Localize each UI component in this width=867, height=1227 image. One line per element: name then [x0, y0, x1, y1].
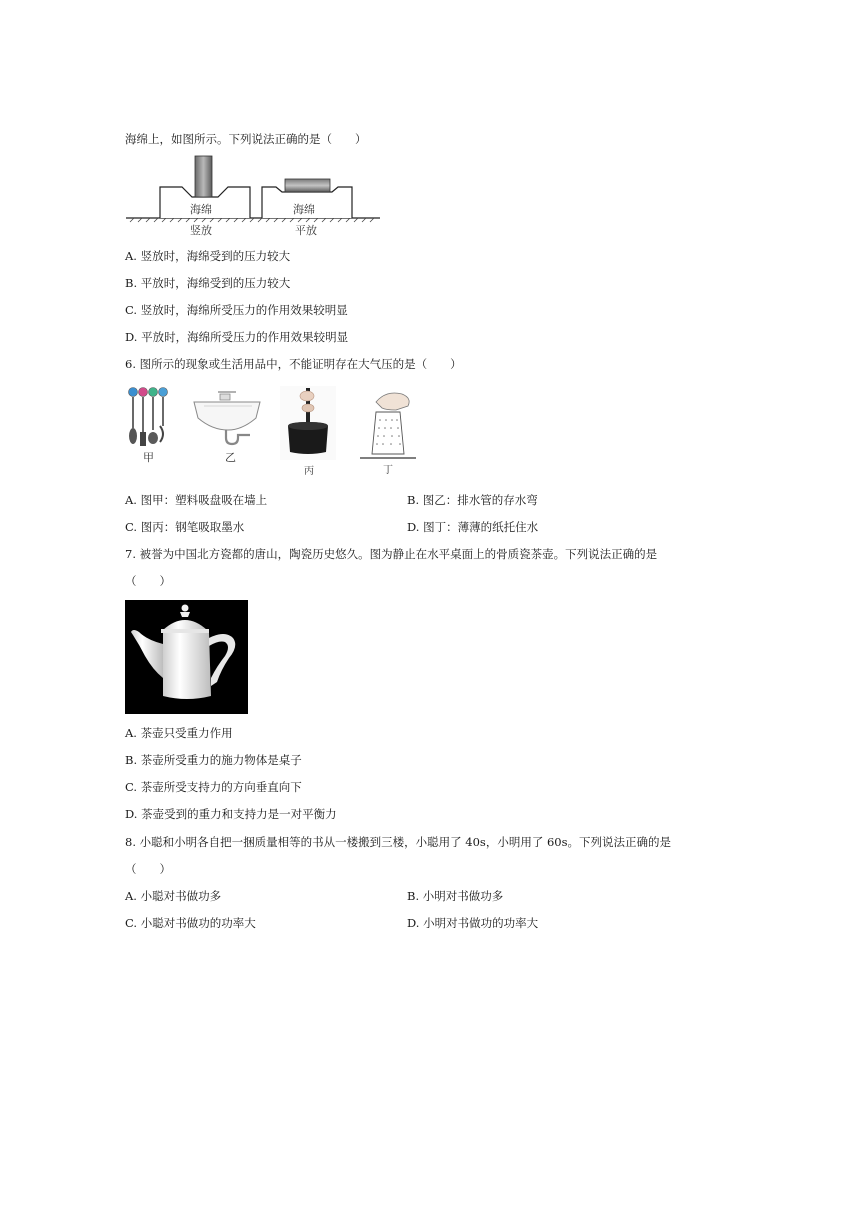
left-sponge-label: 海绵 — [190, 203, 212, 216]
label-bing: 丙 — [304, 466, 314, 477]
q8-option-d: D. 小明对书做功的功率大 — [407, 916, 539, 930]
label-ding: 丁 — [383, 465, 393, 476]
figure-ding — [356, 388, 420, 476]
right-caption: 平放 — [295, 224, 317, 237]
q7-option-a: A. 茶壶只受重力作用 — [125, 726, 233, 740]
q7-stem-cont: （ ） — [125, 574, 171, 588]
suction-hooks-image — [126, 386, 172, 448]
q5-sponge-figure — [124, 154, 384, 236]
figure-yi — [190, 388, 266, 462]
q5-option-a: A. 竖放时，海绵受到的压力较大 — [125, 249, 291, 263]
sponge-diagram — [124, 154, 384, 236]
figure-jia — [126, 386, 172, 462]
q5-option-d: D. 平放时，海绵所受压力的作用效果较明显 — [125, 330, 349, 344]
q5-stem: 海绵上，如图所示。下列说法正确的是（ ） — [125, 132, 367, 146]
teapot-image — [125, 600, 248, 714]
q6-option-b: B. 图乙：排水管的存水弯 — [407, 493, 538, 507]
teapot-photo — [125, 600, 248, 714]
q8-option-b: B. 小明对书做功多 — [407, 889, 504, 903]
left-caption: 竖放 — [190, 224, 212, 237]
q8-option-a: A. 小聪对书做功多 — [125, 889, 222, 903]
q7-option-c: C. 茶壶所受支持力的方向垂直向下 — [125, 780, 302, 794]
q8-stem-cont: （ ） — [125, 862, 171, 876]
right-sponge-label: 海绵 — [293, 203, 315, 216]
label-jia: 甲 — [143, 451, 154, 464]
pen-ink-image — [280, 386, 336, 460]
q7-option-d: D. 茶壶受到的重力和支持力是一对平衡力 — [125, 807, 337, 821]
figure-bing — [280, 386, 336, 477]
q6-option-c: C. 图丙：钢笔吸取墨水 — [125, 520, 245, 534]
q5-option-b: B. 平放时，海绵受到的压力较大 — [125, 276, 291, 290]
washbasin-image — [190, 388, 266, 448]
q8-stem: 8. 小聪和小明各自把一捆质量相等的书从一楼搬到三楼，小聪用了 40s，小明用了 60s。下列说法正确的是 — [125, 835, 672, 849]
q6-option-a: A. 图甲：塑料吸盘吸在墙上 — [125, 493, 268, 507]
q6-option-d: D. 图丁：薄薄的纸托住水 — [407, 520, 539, 534]
q6-stem: 6. 图所示的现象或生活用品中，不能证明存在大气压的是（ ） — [125, 357, 462, 371]
label-yi: 乙 — [225, 451, 236, 464]
q7-stem: 7. 被誉为中国北方瓷都的唐山，陶瓷历史悠久。图为静止在水平桌面上的骨质瓷茶壶。下列说法正确的是 — [125, 547, 658, 561]
q8-option-c: C. 小聪对书做功的功率大 — [125, 916, 256, 930]
q7-option-b: B. 茶壶所受重力的施力物体是桌子 — [125, 753, 302, 767]
paper-holds-water-image — [356, 388, 420, 462]
q5-option-c: C. 竖放时，海绵所受压力的作用效果较明显 — [125, 303, 348, 317]
